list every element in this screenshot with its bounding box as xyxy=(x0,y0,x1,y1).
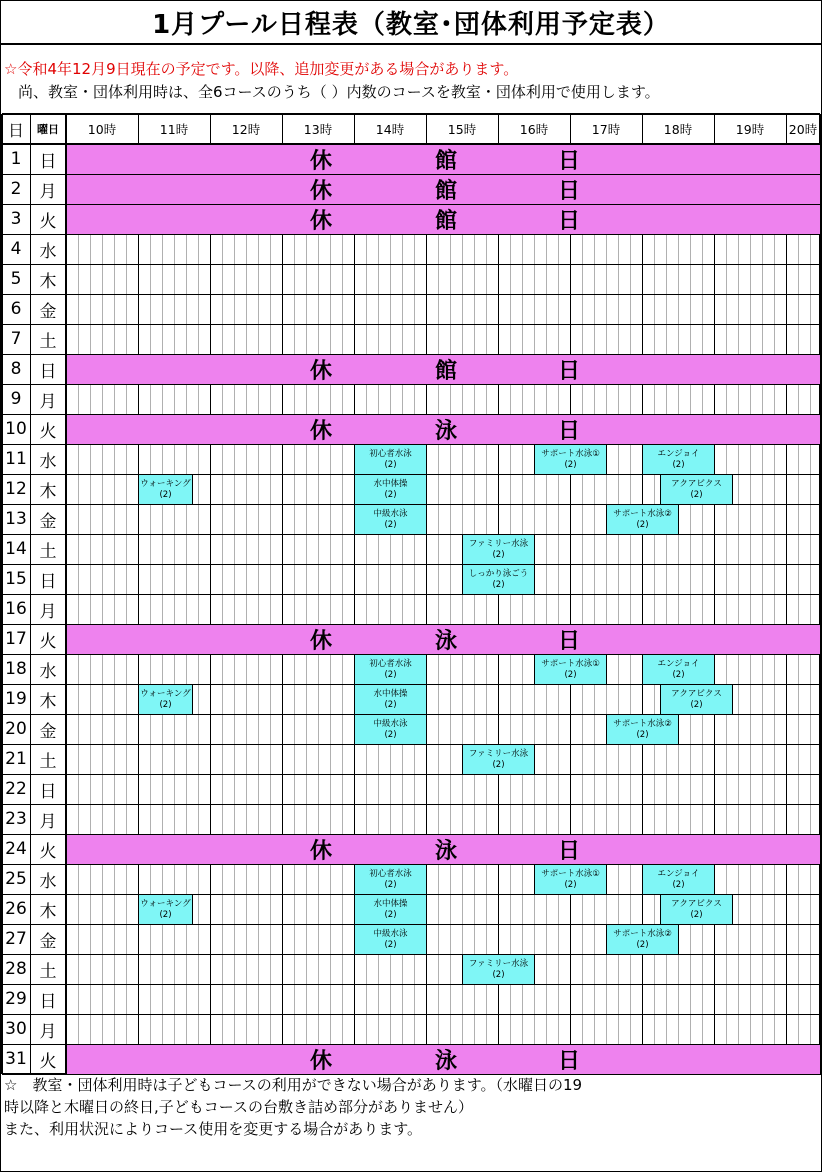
weekday-label: 火 xyxy=(39,1051,57,1072)
event-block xyxy=(660,894,733,925)
event-name: サポート水泳② xyxy=(613,508,672,519)
grid-minor-line xyxy=(294,144,295,1074)
event-courses: (2) xyxy=(636,519,649,530)
event-block xyxy=(354,654,427,685)
event-block xyxy=(138,474,193,505)
grid-minor-line xyxy=(222,144,223,1074)
closed-day-bar xyxy=(66,624,821,655)
header-hour: 18時 xyxy=(663,122,693,137)
grid-minor-line xyxy=(258,144,259,1074)
grid-row-line xyxy=(2,984,820,985)
weekday-label: 水 xyxy=(39,451,57,472)
grid-row-line xyxy=(2,774,820,775)
closed-label-char: 泳 xyxy=(434,628,458,654)
grid-minor-line xyxy=(150,144,151,1074)
event-block xyxy=(462,564,535,595)
day-number: 31 xyxy=(5,1049,27,1069)
event-block xyxy=(534,654,607,685)
event-block xyxy=(354,864,427,895)
grid-right-line xyxy=(819,114,821,1074)
event-name: 初心者水泳 xyxy=(369,868,412,879)
event-courses: (2) xyxy=(492,549,505,560)
event-name: ウォーキング xyxy=(140,688,191,699)
closed-label-char: 休 xyxy=(309,148,333,174)
day-number: 2 xyxy=(10,179,22,199)
grid-minor-line xyxy=(510,144,511,1074)
day-number: 26 xyxy=(5,899,27,919)
footer-notes xyxy=(4,1074,582,1140)
grid-minor-line xyxy=(774,144,775,1074)
grid-minor-line xyxy=(750,144,751,1074)
event-courses: (2) xyxy=(690,909,703,920)
grid-minor-line xyxy=(762,144,763,1074)
closed-label-char: 泳 xyxy=(434,418,458,444)
grid-minor-line xyxy=(474,144,475,1074)
grid-minor-line xyxy=(342,144,343,1074)
weekday-label: 金 xyxy=(39,511,57,532)
weekday-label: 火 xyxy=(39,421,57,442)
day-number: 20 xyxy=(5,719,27,739)
weekday-label: 金 xyxy=(39,931,57,952)
event-courses: (2) xyxy=(672,669,685,680)
closed-label-char: 泳 xyxy=(434,1048,458,1074)
weekday-label: 火 xyxy=(39,211,57,232)
day-number: 30 xyxy=(5,1019,27,1039)
header-hour: 16時 xyxy=(519,122,549,137)
grid-minor-line xyxy=(726,144,727,1074)
event-courses: (2) xyxy=(672,459,685,470)
grid-minor-line xyxy=(450,144,451,1074)
header-hour: 17時 xyxy=(591,122,621,137)
grid-row-line xyxy=(2,264,820,265)
event-courses: (2) xyxy=(159,489,172,500)
weekday-label: 火 xyxy=(39,841,57,862)
day-number: 12 xyxy=(5,479,27,499)
event-courses: (2) xyxy=(384,459,397,470)
grid-minor-line xyxy=(738,144,739,1074)
event-block xyxy=(462,954,535,985)
event-courses: (2) xyxy=(384,519,397,530)
weekday-label: 日 xyxy=(39,991,57,1012)
day-number: 11 xyxy=(5,449,27,469)
weekday-label: 土 xyxy=(39,541,57,562)
closed-label-char: 日 xyxy=(557,148,581,174)
event-name: エンジョイ xyxy=(657,658,700,669)
event-block xyxy=(606,714,679,745)
event-name: サポート水泳① xyxy=(541,658,600,669)
day-number: 1 xyxy=(10,149,22,169)
weekday-label: 水 xyxy=(39,661,57,682)
weekday-label: 木 xyxy=(39,481,57,502)
closed-day-bar xyxy=(66,144,821,175)
closed-day-bar xyxy=(66,174,821,205)
grid-minor-line xyxy=(810,144,811,1074)
event-name: ファミリー水泳 xyxy=(468,958,529,969)
event-name: サポート水泳① xyxy=(541,448,600,459)
event-block xyxy=(354,474,427,505)
grid-minor-line xyxy=(90,144,91,1074)
header-hour: 10時 xyxy=(87,122,117,137)
event-courses: (2) xyxy=(672,879,685,890)
day-number: 24 xyxy=(5,839,27,859)
event-name: サポート水泳② xyxy=(613,928,672,939)
event-block xyxy=(138,894,193,925)
footer-line-2: 時以降と木曜日の終日,子どもコースの台敷き詰め部分がありません） xyxy=(4,1098,474,1116)
event-name: 初心者水泳 xyxy=(369,448,412,459)
event-courses: (2) xyxy=(492,969,505,980)
event-courses: (2) xyxy=(564,669,577,680)
closed-label-char: 休 xyxy=(309,1048,333,1074)
weekday-label: 土 xyxy=(39,961,57,982)
grid-minor-line xyxy=(198,144,199,1074)
weekday-label: 金 xyxy=(39,721,57,742)
weekday-label: 日 xyxy=(39,571,57,592)
event-name: エンジョイ xyxy=(657,448,700,459)
grid-minor-line xyxy=(798,144,799,1074)
grid-minor-line xyxy=(690,144,691,1074)
weekday-label: 日 xyxy=(39,361,57,382)
grid-minor-line xyxy=(114,144,115,1074)
grid-minor-line xyxy=(438,144,439,1074)
event-courses: (2) xyxy=(384,699,397,710)
closed-label-char: 休 xyxy=(309,838,333,864)
day-number: 3 xyxy=(10,209,22,229)
event-courses: (2) xyxy=(690,489,703,500)
grid-minor-line xyxy=(522,144,523,1074)
event-name: 中級水泳 xyxy=(373,508,408,519)
grid-minor-line xyxy=(162,144,163,1074)
weekday-label: 木 xyxy=(39,901,57,922)
grid-row-line xyxy=(2,324,820,325)
event-block xyxy=(534,864,607,895)
event-block xyxy=(642,654,715,685)
grid-minor-line xyxy=(102,144,103,1074)
event-block xyxy=(354,894,427,925)
event-name: 中級水泳 xyxy=(373,718,408,729)
event-courses: (2) xyxy=(564,459,577,470)
day-number: 9 xyxy=(10,389,22,409)
event-name: ファミリー水泳 xyxy=(468,748,529,759)
grid-minor-line xyxy=(582,144,583,1074)
event-block xyxy=(138,684,193,715)
event-name: サポート水泳① xyxy=(541,868,600,879)
event-courses: (2) xyxy=(384,879,397,890)
grid-minor-line xyxy=(234,144,235,1074)
day-number: 19 xyxy=(5,689,27,709)
closed-label-char: 休 xyxy=(309,418,333,444)
weekday-label: 火 xyxy=(39,631,57,652)
footer-line-1: ☆ 教室・団体利用時は子どもコースの利用ができない場合があります。（水曜日の19 xyxy=(4,1076,583,1094)
weekday-label: 月 xyxy=(39,1021,57,1042)
header-hour: 15時 xyxy=(447,122,477,137)
event-courses: (2) xyxy=(384,909,397,920)
weekday-label: 日 xyxy=(39,151,57,172)
event-courses: (2) xyxy=(159,909,172,920)
grid-minor-line xyxy=(174,144,175,1074)
event-courses: (2) xyxy=(384,939,397,950)
event-block xyxy=(462,744,535,775)
event-courses: (2) xyxy=(690,699,703,710)
closed-day-bar xyxy=(66,414,821,445)
grid-row-line xyxy=(2,594,820,595)
closed-label-char: 日 xyxy=(557,178,581,204)
grid-minor-line xyxy=(546,144,547,1074)
event-block xyxy=(660,684,733,715)
grid-row-line xyxy=(2,294,820,295)
closed-day-bar xyxy=(66,354,821,385)
grid-minor-line xyxy=(78,144,79,1074)
weekday-label: 月 xyxy=(39,811,57,832)
event-block xyxy=(354,714,427,745)
event-block xyxy=(462,534,535,565)
event-name: 水中体操 xyxy=(373,898,408,909)
header-hour: 19時 xyxy=(735,122,765,137)
day-number: 5 xyxy=(10,269,22,289)
weekday-label: 土 xyxy=(39,751,57,772)
event-name: エンジョイ xyxy=(657,868,700,879)
grid-row-line xyxy=(2,804,820,805)
weekday-label: 月 xyxy=(39,181,57,202)
grid-minor-line xyxy=(126,144,127,1074)
header-weekday: 曜日 xyxy=(37,123,59,136)
header-day: 日 xyxy=(7,120,24,140)
weekday-label: 木 xyxy=(39,691,57,712)
grid-row-line xyxy=(2,1014,820,1015)
grid-minor-line xyxy=(306,144,307,1074)
event-name: しっかり泳ごう xyxy=(468,568,529,579)
day-number: 4 xyxy=(10,239,22,259)
day-number: 27 xyxy=(5,929,27,949)
weekday-label: 月 xyxy=(39,391,57,412)
header-hour: 14時 xyxy=(375,122,405,137)
grid-minor-line xyxy=(186,144,187,1074)
closed-label-char: 館 xyxy=(434,208,458,234)
event-courses: (2) xyxy=(384,669,397,680)
day-number: 15 xyxy=(5,569,27,589)
grid-minor-line xyxy=(330,144,331,1074)
event-courses: (2) xyxy=(159,699,172,710)
event-courses: (2) xyxy=(564,879,577,890)
grid-minor-line xyxy=(534,144,535,1074)
header-hour: 20時 xyxy=(788,122,818,137)
event-courses: (2) xyxy=(636,729,649,740)
closed-label-char: 館 xyxy=(434,148,458,174)
closed-label-char: 日 xyxy=(557,208,581,234)
weekday-label: 水 xyxy=(39,241,57,262)
event-courses: (2) xyxy=(492,579,505,590)
day-number: 25 xyxy=(5,869,27,889)
page-title: 1月プール日程表（教室･団体利用予定表） xyxy=(1,1,821,45)
closed-label-char: 館 xyxy=(434,358,458,384)
event-name: 水中体操 xyxy=(373,478,408,489)
grid-minor-line xyxy=(246,144,247,1074)
closed-day-bar xyxy=(66,1044,821,1075)
event-block xyxy=(642,864,715,895)
event-name: 水中体操 xyxy=(373,688,408,699)
closed-label-char: 泳 xyxy=(434,838,458,864)
event-block xyxy=(660,474,733,505)
closed-label-char: 日 xyxy=(557,418,581,444)
event-name: ファミリー水泳 xyxy=(468,538,529,549)
closed-day-bar xyxy=(66,834,821,865)
event-block xyxy=(354,924,427,955)
header-hour: 13時 xyxy=(303,122,333,137)
event-block xyxy=(606,504,679,535)
day-number: 16 xyxy=(5,599,27,619)
closed-label-char: 休 xyxy=(309,178,333,204)
event-block xyxy=(606,924,679,955)
day-number: 22 xyxy=(5,779,27,799)
grid-minor-line xyxy=(270,144,271,1074)
grid-minor-line xyxy=(318,144,319,1074)
grid-row-line xyxy=(2,564,820,565)
weekday-label: 土 xyxy=(39,331,57,352)
event-block xyxy=(534,444,607,475)
grid-minor-line xyxy=(594,144,595,1074)
weekday-label: 金 xyxy=(39,301,57,322)
header-hour: 11時 xyxy=(159,122,189,137)
closed-label-char: 日 xyxy=(557,358,581,384)
event-name: ウォーキング xyxy=(140,898,191,909)
notice-course-usage: 尚、教室・団体利用時は、全6コースのうち（ ）内数のコースを教室・団体利用で使用します。 xyxy=(18,83,660,101)
day-number: 8 xyxy=(10,359,22,379)
event-block xyxy=(354,444,427,475)
day-number: 18 xyxy=(5,659,27,679)
weekday-label: 水 xyxy=(39,871,57,892)
header-hour: 12時 xyxy=(231,122,261,137)
weekday-label: 日 xyxy=(39,781,57,802)
day-number: 23 xyxy=(5,809,27,829)
event-block xyxy=(642,444,715,475)
event-courses: (2) xyxy=(384,729,397,740)
event-name: アクアビクス xyxy=(671,478,722,489)
weekday-label: 月 xyxy=(39,601,57,622)
day-number: 28 xyxy=(5,959,27,979)
event-courses: (2) xyxy=(636,939,649,950)
event-name: 初心者水泳 xyxy=(369,658,412,669)
day-number: 21 xyxy=(5,749,27,769)
event-name: 中級水泳 xyxy=(373,928,408,939)
day-number: 29 xyxy=(5,989,27,1009)
closed-label-char: 日 xyxy=(557,838,581,864)
grid-minor-line xyxy=(486,144,487,1074)
day-number: 10 xyxy=(5,419,27,439)
event-name: サポート水泳② xyxy=(613,718,672,729)
notice-red: ☆令和4年12月9日現在の予定です。以降、追加変更がある場合があります。 xyxy=(4,60,519,78)
day-number: 7 xyxy=(10,329,22,349)
event-courses: (2) xyxy=(384,489,397,500)
event-name: アクアビクス xyxy=(671,688,722,699)
day-number: 6 xyxy=(10,299,22,319)
event-block xyxy=(354,504,427,535)
closed-label-char: 日 xyxy=(557,1048,581,1074)
weekday-label: 木 xyxy=(39,271,57,292)
closed-label-char: 館 xyxy=(434,178,458,204)
grid-minor-line xyxy=(462,144,463,1074)
grid-minor-line xyxy=(558,144,559,1074)
day-number: 14 xyxy=(5,539,27,559)
day-number: 17 xyxy=(5,629,27,649)
day-number: 13 xyxy=(5,509,27,529)
footer-line-3: また、利用状況によりコース使用を変更する場合があります。 xyxy=(4,1120,423,1138)
closed-day-bar xyxy=(66,204,821,235)
event-name: ウォーキング xyxy=(140,478,191,489)
event-name: アクアビクス xyxy=(671,898,722,909)
event-block xyxy=(354,684,427,715)
closed-label-char: 休 xyxy=(309,358,333,384)
grid-minor-line xyxy=(702,144,703,1074)
closed-label-char: 休 xyxy=(309,628,333,654)
closed-label-char: 日 xyxy=(557,628,581,654)
event-courses: (2) xyxy=(492,759,505,770)
closed-label-char: 休 xyxy=(309,208,333,234)
